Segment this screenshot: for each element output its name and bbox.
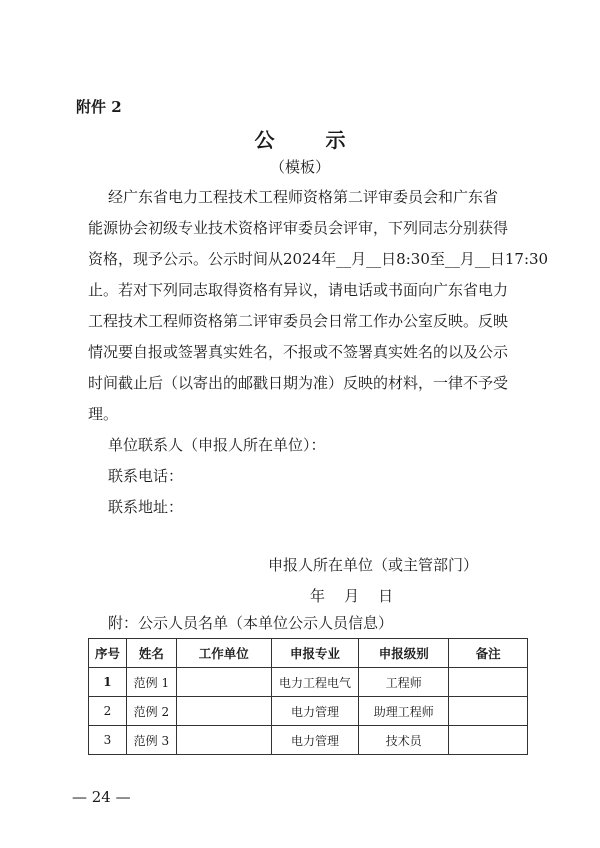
contact-address-label: 联系地址：	[108, 498, 184, 516]
cell-index: 1	[89, 668, 127, 697]
cell-name: 范例 3	[126, 726, 176, 755]
cell-specialty: 电力管理	[271, 726, 359, 755]
attachment-label: 附件 2	[76, 98, 122, 116]
table-row	[89, 668, 528, 697]
cell-workplace	[176, 697, 271, 726]
header-remarks: 备注	[449, 639, 528, 668]
header-workplace: 工作单位	[176, 639, 271, 668]
header-name: 姓名	[126, 639, 176, 668]
signature-unit: 申报人所在单位（或主管部门）	[268, 556, 479, 574]
contact-phone-label: 联系电话：	[108, 467, 184, 485]
header-specialty: 申报专业	[271, 639, 359, 668]
header-level: 申报级别	[359, 639, 449, 668]
cell-workplace	[176, 668, 271, 697]
list-caption: 附：公示人员名单（本单位公示人员信息）	[108, 614, 394, 632]
cell-level: 助理工程师	[359, 697, 449, 726]
table-row	[89, 697, 528, 726]
body-line: 工程技术工程师资格第二评审委员会日常工作办公室反映。反映	[88, 312, 509, 330]
page-number: — 24 —	[72, 788, 131, 806]
cell-level: 技术员	[359, 726, 449, 755]
cell-remarks	[449, 697, 528, 726]
body-line: 时间截止后（以寄出的邮戳日期为准）反映的材料，一律不予受	[88, 374, 509, 392]
cell-level: 工程师	[359, 668, 449, 697]
cell-name: 范例 1	[126, 668, 176, 697]
table-header-row	[89, 639, 528, 668]
cell-specialty: 电力工程电气	[271, 668, 359, 697]
page-subtitle: （模板）	[269, 158, 330, 176]
body-line: 资格，现予公示。公示时间从2024年__月__日8:30至__月__日17:30	[88, 250, 549, 268]
body-line: 经广东省电力工程技术工程师资格第二评审委员会和广东省	[108, 188, 499, 206]
contact-unit-label: 单位联系人（申报人所在单位）：	[108, 436, 326, 454]
body-line: 止。若对下列同志取得资格有异议，请电话或书面向广东省电力	[88, 281, 509, 299]
cell-specialty: 电力管理	[271, 697, 359, 726]
cell-remarks	[449, 726, 528, 755]
body-line: 情况要自报或签署真实姓名，不报或不签署真实姓名的以及公示	[88, 343, 509, 361]
cell-workplace	[176, 726, 271, 755]
cell-remarks	[449, 668, 528, 697]
table-row	[89, 726, 528, 755]
body-line: 能源协会初级专业技术资格评审委员会评审，下列同志分别获得	[88, 219, 509, 237]
cell-index: 2	[89, 697, 127, 726]
personnel-table	[88, 638, 528, 755]
body-line: 理。	[88, 405, 119, 423]
header-index: 序号	[89, 639, 127, 668]
page-title: 公 示	[254, 128, 368, 152]
cell-name: 范例 2	[126, 697, 176, 726]
signature-date: 年 月 日	[310, 587, 394, 605]
cell-index: 3	[89, 726, 127, 755]
